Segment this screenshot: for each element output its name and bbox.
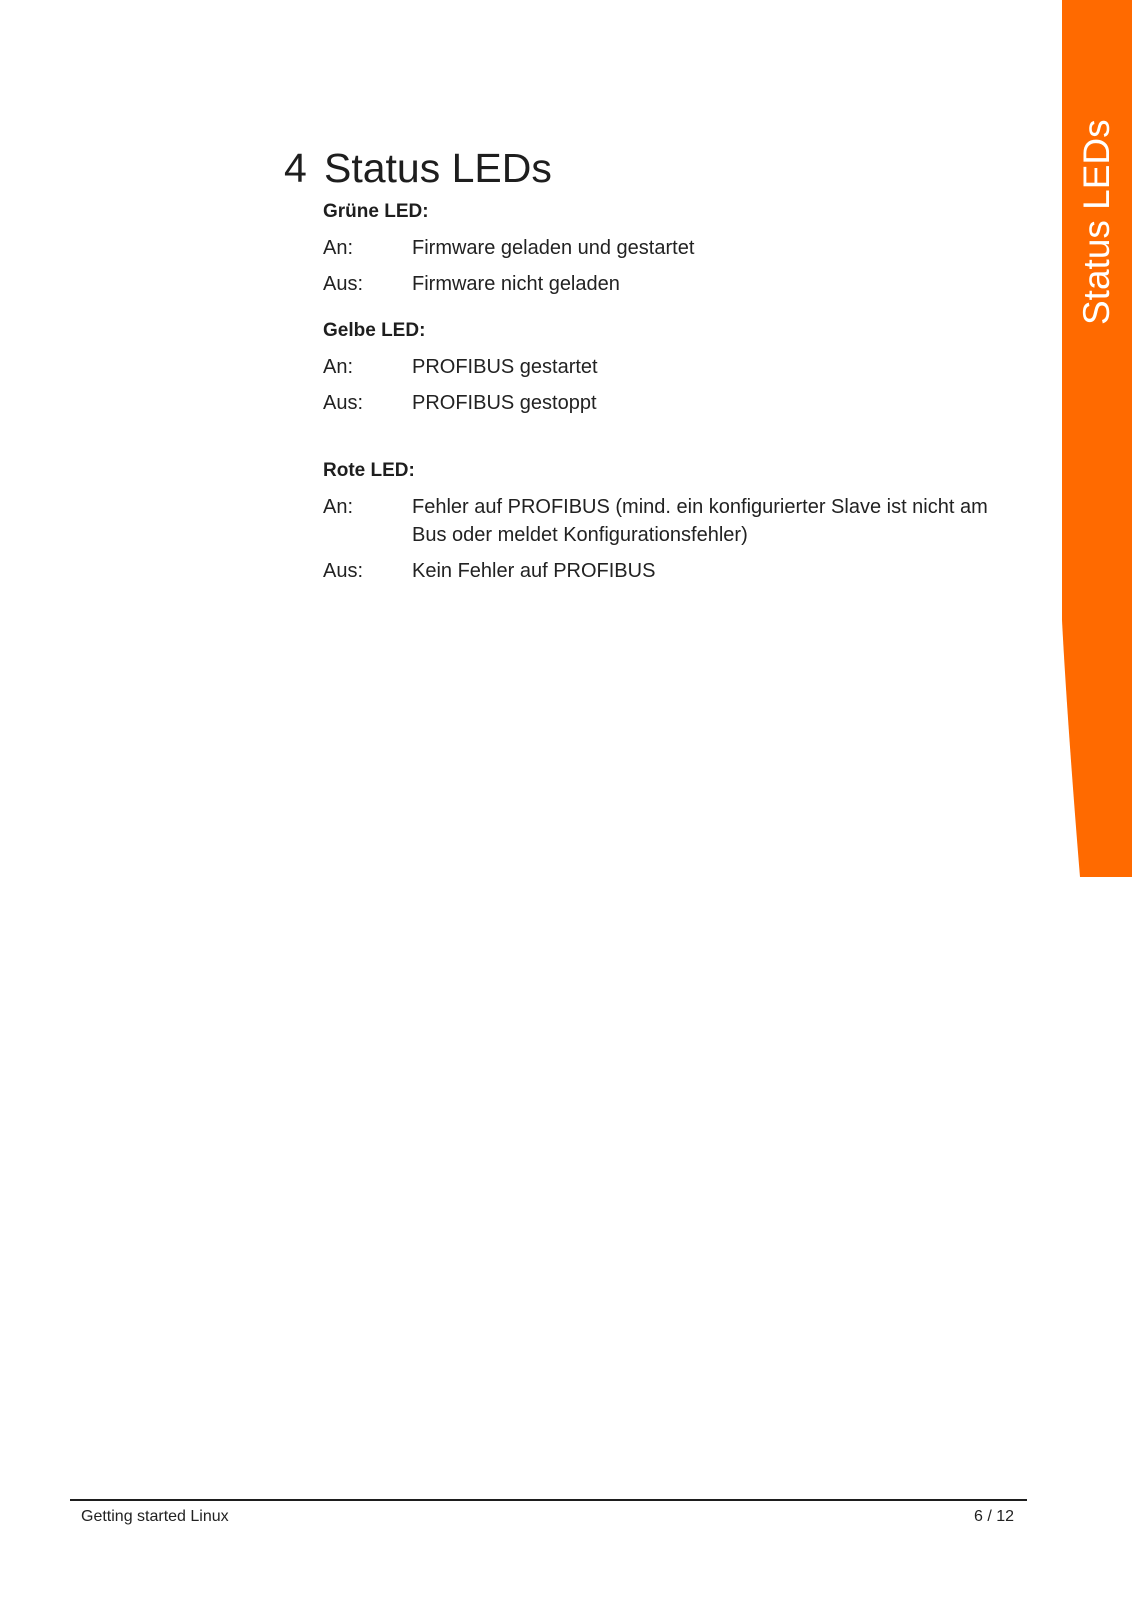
state-value: Kein Fehler auf PROFIBUS xyxy=(412,560,656,582)
state-key: An: xyxy=(323,237,354,259)
red-led-section xyxy=(323,457,1023,593)
chapter-number: 4 xyxy=(284,145,307,191)
red-led-heading: Rote LED: xyxy=(323,460,415,481)
state-value: PROFIBUS gestartet xyxy=(412,356,598,378)
side-tab-label: Status LEDs xyxy=(1076,119,1117,326)
state-key: Aus: xyxy=(323,392,364,414)
footer-page-number: 6 / 12 xyxy=(973,1508,1014,1525)
yellow-led-heading: Gelbe LED: xyxy=(323,320,426,341)
state-value: Fehler auf PROFIBUS (mind. ein konfigurierter Slave ist nicht am Bus oder meldet Konfigurationsfehler) xyxy=(412,496,988,546)
state-value: PROFIBUS gestoppt xyxy=(412,392,597,414)
yellow-led-off-row xyxy=(323,389,1023,417)
state-value: Firmware geladen und gestartet xyxy=(412,237,695,259)
red-led-off-row xyxy=(323,557,1023,585)
green-led-off-row xyxy=(323,270,1023,298)
state-key: An: xyxy=(323,496,354,518)
yellow-led-section xyxy=(323,317,1023,425)
footer-divider xyxy=(70,1499,1027,1501)
red-led-on-row xyxy=(323,493,1023,549)
green-led-heading: Grüne LED: xyxy=(323,201,429,222)
green-led-section xyxy=(323,198,1023,306)
footer-document-title: Getting started Linux xyxy=(81,1508,229,1525)
yellow-led-on-row xyxy=(323,353,1023,381)
state-value: Firmware nicht geladen xyxy=(412,273,620,295)
green-led-on-row xyxy=(323,234,1023,262)
state-key: An: xyxy=(323,356,354,378)
chapter-heading xyxy=(284,142,552,194)
state-key: Aus: xyxy=(323,560,364,582)
state-key: Aus: xyxy=(323,273,364,295)
chapter-title: Status LEDs xyxy=(324,145,552,191)
